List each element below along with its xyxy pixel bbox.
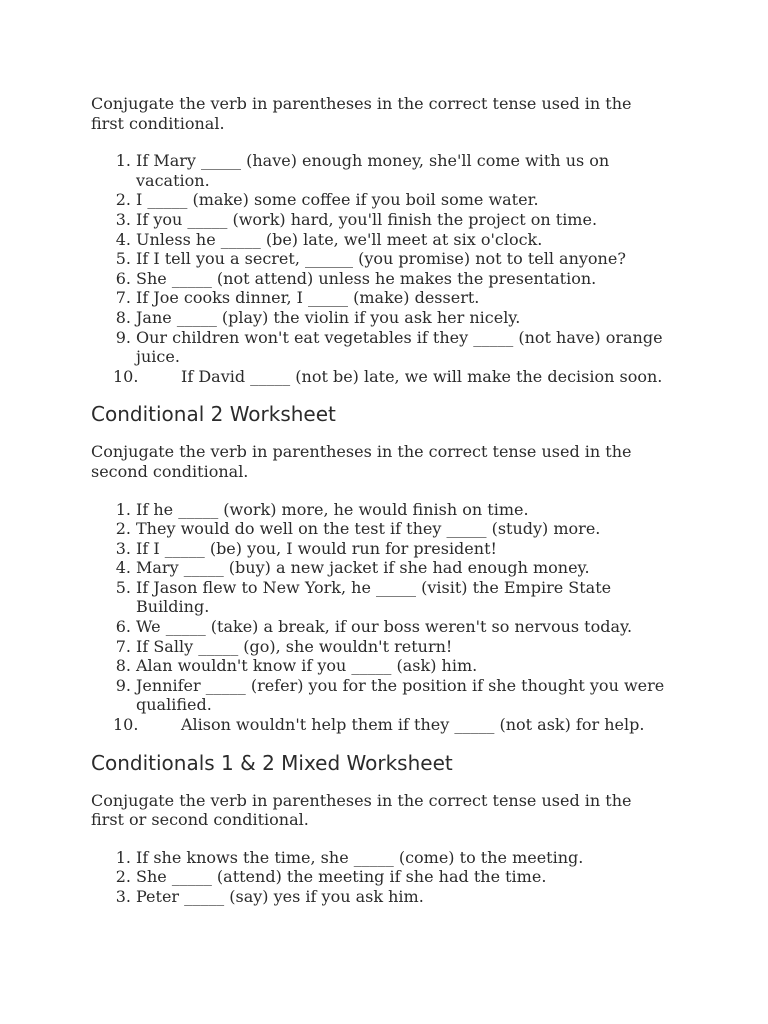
section-instructions: Conjugate the verb in parentheses in the correct tense used in the second conditional.	[91, 442, 632, 481]
exercise-list	[91, 848, 691, 907]
item-number: 8.	[115, 656, 131, 676]
item-number: 1.	[115, 151, 131, 171]
item-number: 4.	[115, 229, 131, 249]
item-text: They would do well on the test if they _____ (study) more.	[136, 519, 601, 539]
list-item	[91, 249, 681, 269]
item-text: If I tell you a secret, ______ (you promise) not to tell anyone?	[136, 249, 626, 269]
item-text: Unless he _____ (be) late, we'll meet at six o'clock.	[136, 229, 543, 249]
list-item	[91, 328, 681, 367]
item-text: She _____ (not attend) unless he makes the presentation.	[136, 268, 597, 288]
item-number: 1.	[115, 847, 131, 867]
section-instructions: Conjugate the verb in parentheses in the correct tense used in the first or second conditional.	[91, 790, 632, 830]
item-number: 7.	[115, 636, 131, 656]
item-text: Jennifer _____ (refer) you for the position if she thought you were qualified.	[136, 675, 665, 715]
item-number: 8.	[115, 307, 131, 327]
item-number: 2.	[115, 867, 131, 887]
item-text: We _____ (take) a break, if our boss weren't so nervous today.	[136, 617, 633, 637]
item-number: 3.	[115, 887, 131, 906]
list-item	[91, 558, 681, 578]
section-heading: Conditionals 1 & 2 Mixed Worksheet	[91, 750, 453, 775]
item-number: 1.	[115, 499, 131, 519]
list-item	[91, 269, 681, 289]
section-conditional-2	[91, 402, 691, 734]
list-item	[91, 715, 681, 735]
item-text: If she knows the time, she _____ (come) to the meeting.	[136, 847, 584, 867]
item-text: She _____ (attend) the meeting if she had the time.	[136, 867, 547, 887]
item-text: If Joe cooks dinner, I _____ (make) dessert.	[136, 288, 480, 308]
list-item	[91, 887, 681, 907]
list-item	[91, 367, 681, 387]
item-text: If you _____ (work) hard, you'll finish the project on time.	[136, 209, 598, 229]
item-number: 2.	[115, 190, 131, 210]
item-number: 6.	[115, 268, 131, 288]
item-number: 9.	[115, 675, 131, 695]
item-text: Jane _____ (play) the violin if you ask her nicely.	[136, 307, 521, 327]
section-conditional-1	[91, 94, 691, 386]
list-item	[91, 230, 681, 250]
item-text: Alan wouldn't know if you _____ (ask) him.	[136, 656, 478, 676]
item-text: If I _____ (be) you, I would run for president!	[136, 538, 497, 558]
list-item	[91, 867, 681, 887]
section-conditionals-mixed	[91, 751, 691, 907]
list-item	[91, 210, 681, 230]
item-number: 9.	[115, 327, 131, 347]
item-number: 6.	[115, 617, 131, 637]
exercise-list	[91, 151, 691, 386]
item-text: Alison wouldn't help them if they _____ (not ask) for help.	[181, 715, 645, 735]
item-number: 5.	[115, 577, 131, 597]
list-item	[91, 288, 681, 308]
list-item	[91, 578, 681, 617]
item-number: 5.	[115, 249, 131, 269]
item-text: If David _____ (not be) late, we will make the decision soon.	[181, 366, 663, 386]
item-text: I _____ (make) some coffee if you boil some water.	[136, 190, 539, 210]
section-instructions: Conjugate the verb in parentheses in the correct tense used in the first conditional.	[91, 94, 632, 133]
exercise-list	[91, 500, 691, 735]
item-text: If Sally _____ (go), she wouldn't return!	[136, 636, 453, 656]
list-item	[91, 151, 681, 190]
list-item	[91, 848, 681, 868]
list-item	[91, 637, 681, 657]
item-number: 3.	[115, 209, 131, 229]
list-item	[91, 617, 681, 637]
list-item	[91, 308, 681, 328]
list-item	[91, 539, 681, 559]
item-number: 10.	[113, 715, 139, 735]
section-heading: Conditional 2 Worksheet	[91, 402, 336, 427]
item-text: If he _____ (work) more, he would finish on time.	[136, 499, 529, 519]
item-number: 10.	[113, 366, 139, 386]
list-item	[91, 190, 681, 210]
item-number: 3.	[115, 538, 131, 558]
list-item	[91, 676, 681, 715]
item-text: If Jason flew to New York, he _____ (visit) the Empire State Building.	[136, 577, 612, 617]
item-text: Mary _____ (buy) a new jacket if she had enough money.	[136, 558, 590, 578]
list-item	[91, 519, 681, 539]
item-text: Peter _____ (say) yes if you ask him.	[136, 887, 424, 906]
item-text: Our children won't eat vegetables if they _____ (not have) orange juice.	[136, 327, 663, 367]
list-item	[91, 656, 681, 676]
item-text: If Mary _____ (have) enough money, she'll come with us on vacation.	[136, 151, 610, 190]
item-number: 7.	[115, 288, 131, 308]
list-item	[91, 500, 681, 520]
item-number: 2.	[115, 519, 131, 539]
item-number: 4.	[115, 558, 131, 578]
